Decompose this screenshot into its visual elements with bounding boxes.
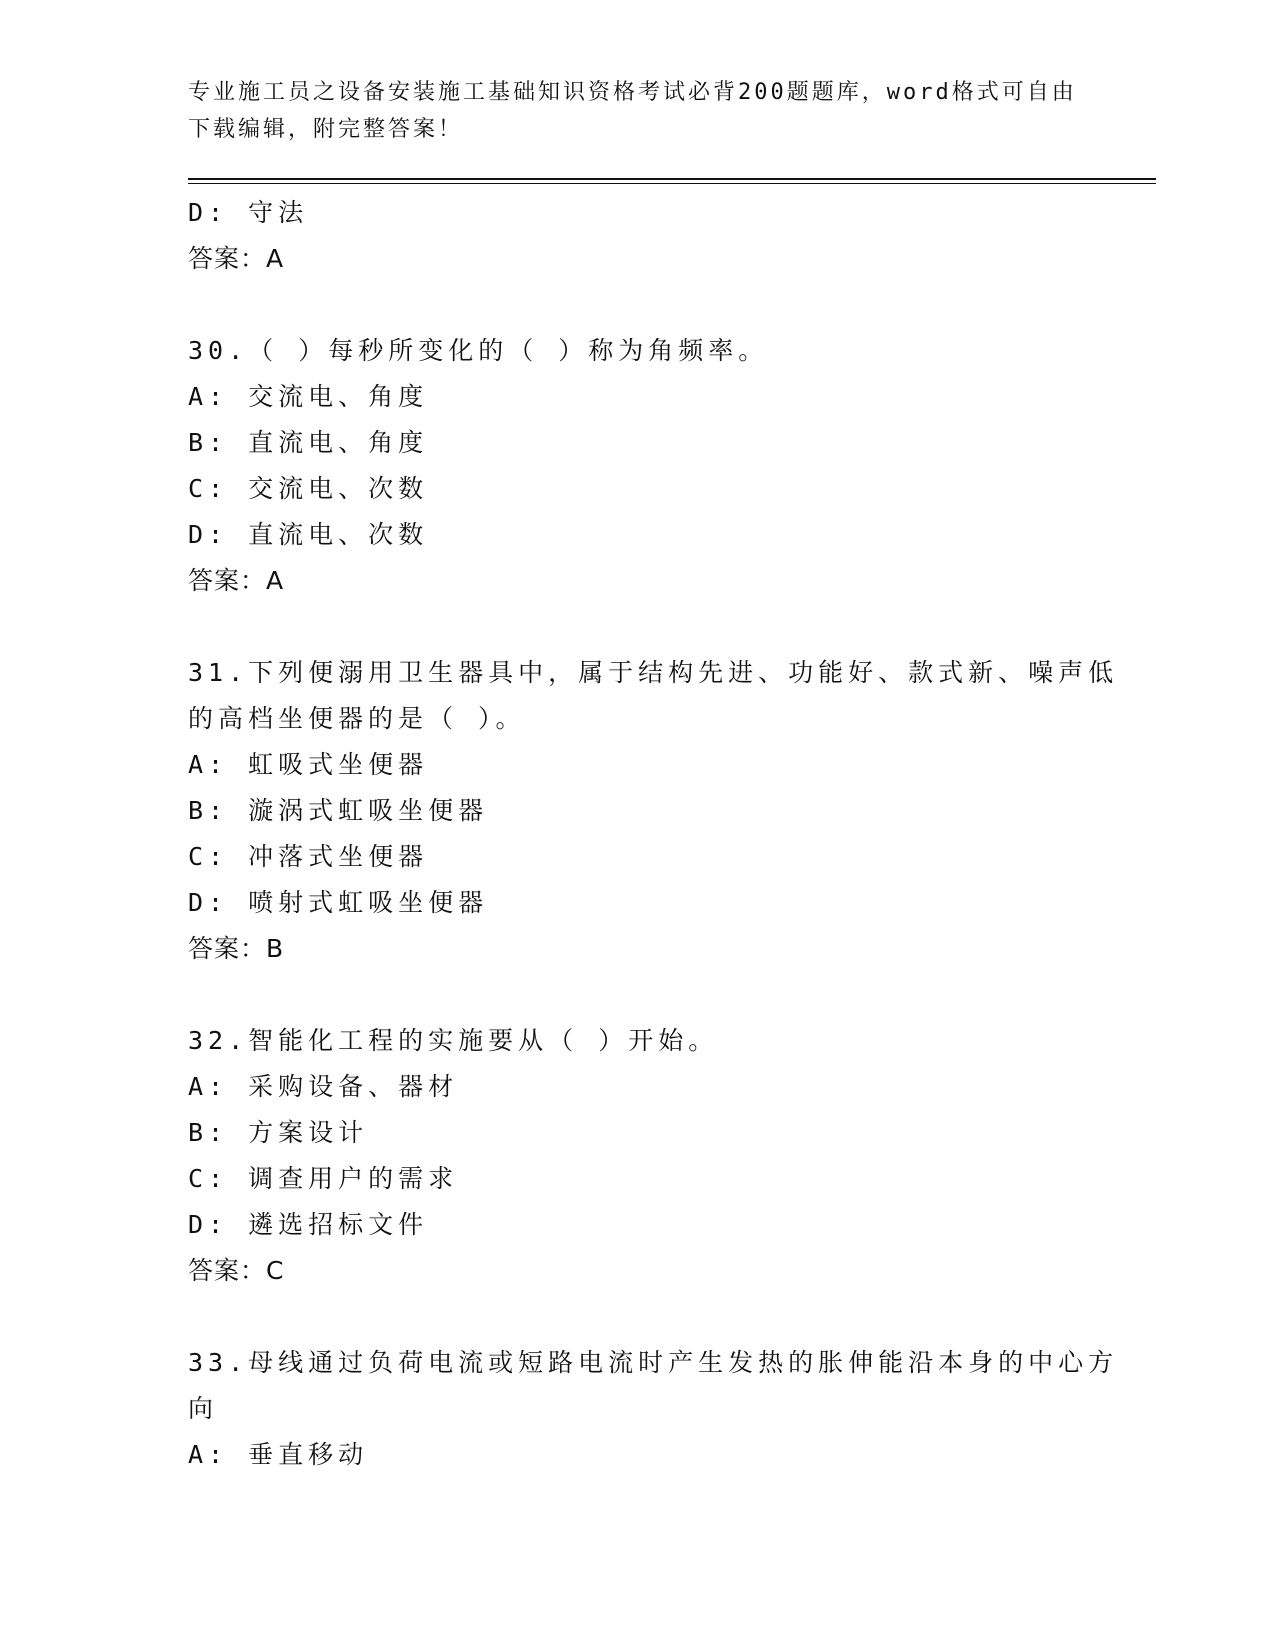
spacer [188, 972, 1088, 1018]
option-b: B: 方案设计 [188, 1118, 369, 1147]
question-stem-line-2: 向 [188, 1394, 219, 1423]
question-32 [188, 1018, 1088, 1294]
question-stem: 30.（ ）每秒所变化的（ ）称为角频率。 [188, 336, 769, 365]
question-stem-line-1: 33.母线通过负荷电流或短路电流时产生发热的胀伸能沿本身的中心方 [188, 1348, 1119, 1377]
question-stem-line-2: 的高档坐便器的是（ ）。 [188, 704, 526, 733]
spacer [188, 604, 1088, 650]
header-rule-thin [188, 183, 1156, 184]
question-33 [188, 1340, 1119, 1478]
option-a: A: 垂直移动 [188, 1440, 369, 1469]
option-d: D: 守法 [188, 198, 309, 227]
question-stem: 32.智能化工程的实施要从（ ）开始。 [188, 1026, 719, 1055]
header-rule-thick [188, 178, 1156, 180]
question-30 [188, 328, 1088, 604]
option-a: A: 采购设备、器材 [188, 1072, 459, 1101]
option-d: D: 喷射式虹吸坐便器 [188, 888, 489, 917]
option-c: C: 交流电、次数 [188, 474, 429, 503]
option-a: A: 虹吸式坐便器 [188, 750, 429, 779]
option-c: C: 调查用户的需求 [188, 1164, 459, 1193]
spacer [188, 1294, 1088, 1340]
answer: 答案：A [188, 244, 285, 273]
answer: 答案：B [188, 934, 285, 963]
option-d: D: 遴选招标文件 [188, 1210, 429, 1239]
answer: 答案：A [188, 566, 285, 595]
header-title-line-1: 专业施工员之设备安装施工基础知识资格考试必背200题题库，word格式可自由 [188, 80, 1077, 105]
question-31 [188, 650, 1119, 972]
document-header [188, 74, 1088, 148]
option-b: B: 直流电、角度 [188, 428, 429, 457]
option-b: B: 漩涡式虹吸坐便器 [188, 796, 489, 825]
question-stem-line-1: 31.下列便溺用卫生器具中，属于结构先进、功能好、款式新、噪声低 [188, 658, 1119, 687]
option-d: D: 直流电、次数 [188, 520, 429, 549]
question-content [188, 190, 1119, 1478]
answer: 答案：C [188, 1256, 285, 1285]
option-a: A: 交流电、角度 [188, 382, 429, 411]
question-fragment [188, 190, 1088, 282]
spacer [188, 282, 1088, 328]
header-title-line-2: 下载编辑，附完整答案！ [188, 117, 464, 142]
option-c: C: 冲落式坐便器 [188, 842, 429, 871]
